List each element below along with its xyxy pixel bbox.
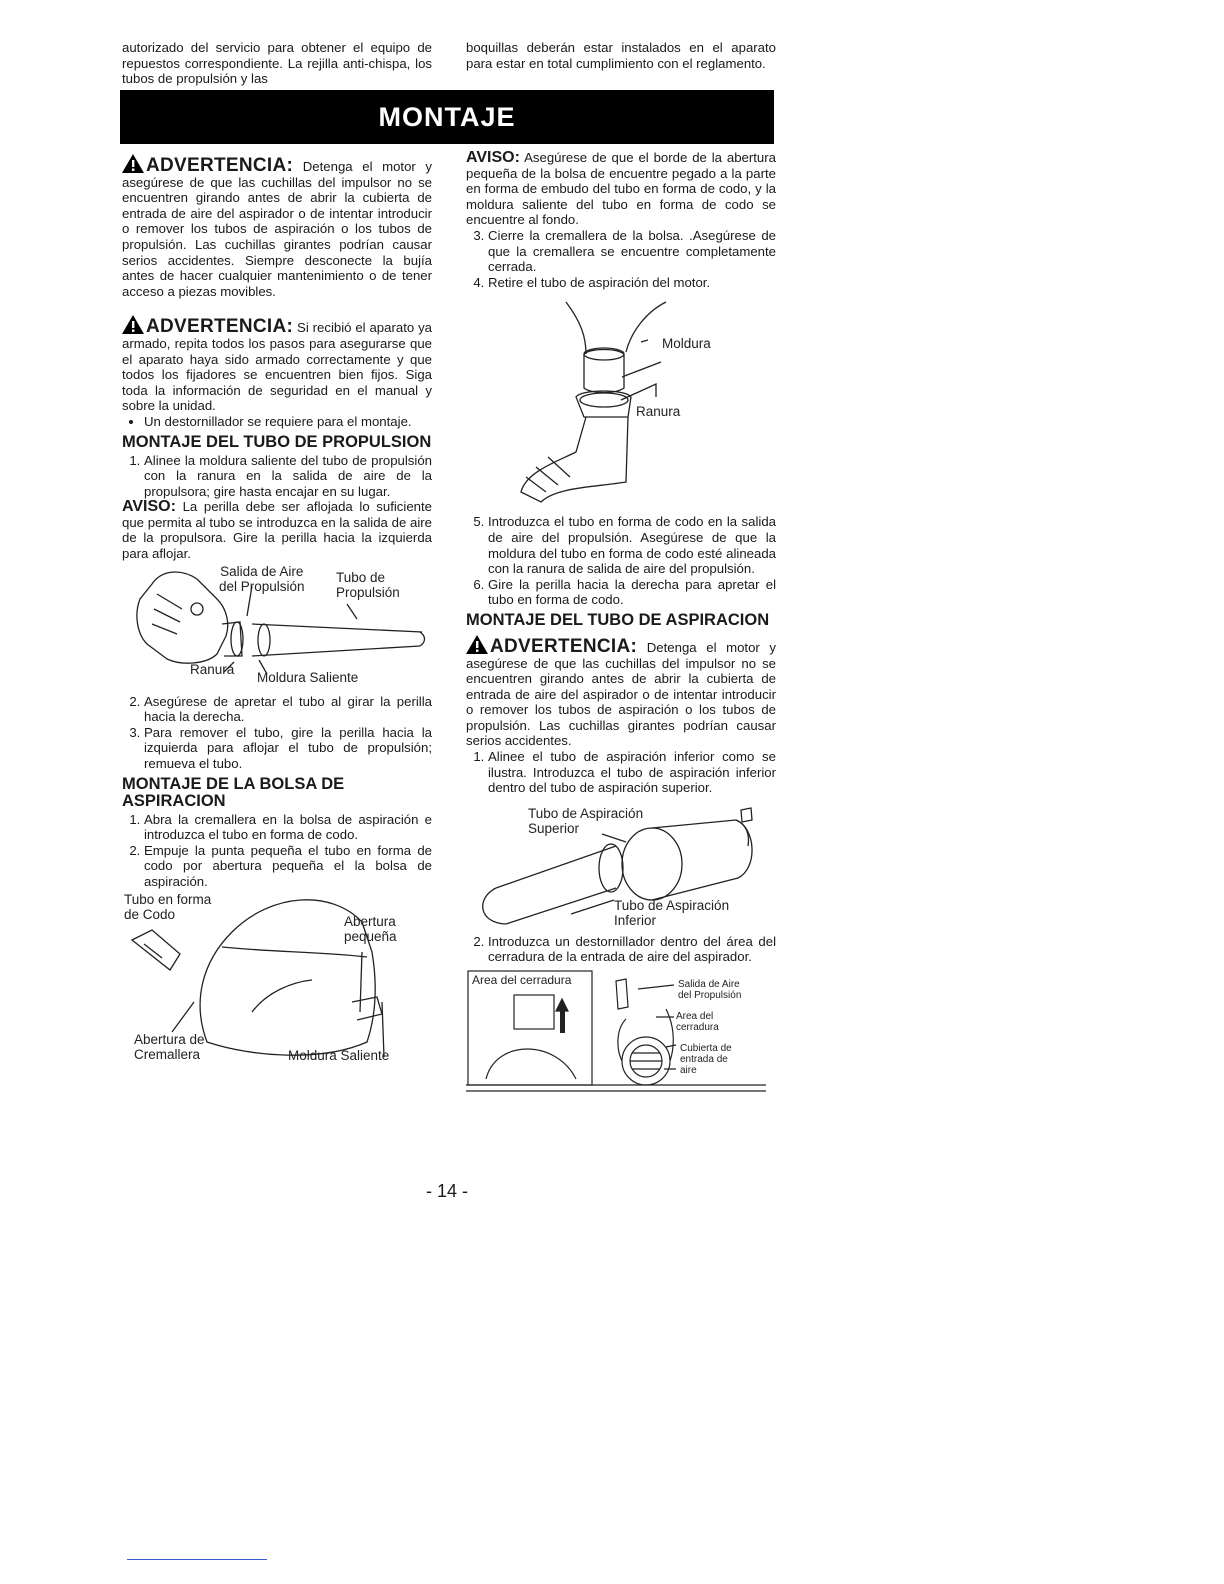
bolsa-steps (122, 812, 432, 890)
page-number: - 14 - (425, 1181, 468, 1201)
figure-elbow (466, 292, 776, 512)
heading-bolsa: MONTAJE DE LA BOLSA DE ASPIRACION (122, 774, 345, 810)
warning-3-body: Detenga el motor y asegúrese de que las cuchillas del impulsor no se encuentren girando antes de abrir la cubierta de entrada de aire del aspirador o de intentar introducir o remover los tubos de aspiración o los tubos de propulsión. Las cuchillas girantes podrían causar serios accidentes. (466, 639, 776, 749)
warning-2 (122, 315, 432, 414)
aviso-1 (122, 499, 432, 561)
warning-1-heading: ADVERTENCIA: (146, 155, 294, 176)
left-column (122, 150, 432, 1074)
warning-triangle-icon (122, 315, 144, 334)
aviso-2 (466, 150, 776, 228)
figure-propulsion-tube (122, 564, 432, 686)
warning-1 (122, 154, 432, 299)
bolsa-step-5: 5. Introduzca el tubo en forma de codo en la salida de aire del propulsión. Asegúrese de que la moldura del tubo en forma de codo esté alineada con la ranura de salida de aire del propulsión. (488, 514, 776, 576)
banner-title: MONTAJE (378, 101, 516, 132)
heading-aspiracion: MONTAJE DEL TUBO DE ASPIRACION (466, 610, 770, 629)
figure-bag (122, 892, 432, 1072)
propulsion-step-3: 3. Para remover el tubo, gire la perilla hacia la izquierda para aflojar el tubo de propulsión; remueva el tubo. (144, 725, 432, 772)
warning-triangle-icon (122, 154, 144, 173)
warning-3 (466, 635, 776, 749)
warning-1-body: Detenga el motor y asegúrese de que las cuchillas del impulsor no se encuentren girando antes de abrir la cubierta de entrada de aire del aspirador o de intentar introducir o remover los tubos de aspiración o los tubos de propulsión. Las cuchillas girantes podrían causar serios accidentes. Siempre desconecte la bujía antes de hacer cualquier mantenimiento o de tener acceso a piezas movibles. (122, 159, 432, 299)
label-moldura: Moldura (662, 336, 711, 352)
warning-2-body: Si recibió el aparato ya armado, repita todos los pasos para asegurarse que el aparato haya sido armado correctamente y que todos los fijadores se encuentren bien fijos. Siga toda la información de seguridad en el manual y sobre la unidad. (122, 320, 432, 414)
aviso-1-body: La perilla debe ser aflojada lo suficiente que permita al tubo se introduzca en la salida de aire de la propulsora. Gire la perilla hacia la izquierda para aflojar. (122, 499, 432, 562)
bolsa-steps-cont2 (466, 514, 776, 608)
label-abertura-cremallera: Abertura de Cremallera (134, 1031, 205, 1062)
aviso-2-label: AVISO: (466, 149, 520, 166)
bolsa-step-3: 3. Cierre la cremallera de la bolsa. .Asegúrese de que la cremallera se encuentre completamente cerrada. (488, 228, 776, 275)
bolsa-step-4: 4. Retire el tubo de aspiración del motor. (488, 275, 776, 291)
propulsion-step-1: 1. Alinee la moldura saliente del tubo de propulsión con la ranura en la salida de aire de la propulsora; gire hasta encajar en su lugar. (144, 453, 432, 500)
right-column (466, 150, 776, 1097)
bolsa-step-6: 6. Gire la perilla hacia la derecha para apretar el tubo en forma de codo. (488, 577, 776, 608)
aviso-1-label: AVISO: (122, 498, 176, 516)
bullet-list (122, 414, 432, 430)
label-tubo-superior: Tubo de Aspiración Superior (528, 805, 644, 836)
label-abertura-pequena: Abertura pequeña (344, 913, 397, 944)
label-ranura-elbow: Ranura (636, 404, 681, 420)
warning-3-heading: ADVERTENCIA: (490, 635, 638, 657)
label-salida-aire: Salida de Aire del Propulsión (219, 563, 305, 594)
figure-vacuum-tubes (466, 798, 776, 932)
aspiracion-step-1: 1. Alinee el tubo de aspiración inferior como se ilustra. Introduzca el tubo de aspiración inferior dentro del tubo de aspiración superior. (488, 749, 776, 796)
label-cubierta-entrada: Cubierta de entrada de aire (680, 1043, 732, 1077)
footer-line (127, 1559, 267, 1560)
propulsion-step-2: 2. Asegúrese de apretar el tubo al girar la perilla hacia la derecha. (144, 694, 432, 725)
warning-2-heading: ADVERTENCIA: (146, 316, 294, 338)
propulsion-steps-cont (122, 694, 432, 772)
label-moldura-saliente-bolsa: Moldura Saliente (288, 1047, 390, 1063)
bullet-item: • Un destornillador se requiere para el montaje. (144, 414, 432, 430)
label-ranura: Ranura (190, 661, 235, 677)
warning-triangle-icon (466, 635, 488, 654)
aspiracion-steps (466, 749, 776, 796)
bolsa-step-1: 1. Abra la cremallera en la bolsa de aspiración e introduzca el tubo en forma de codo. (144, 812, 432, 843)
label-area-cerradura-2: Area del cerradura (676, 1011, 719, 1034)
top-left-paragraph: autorizado del servicio para obtener el equipo de repuestos correspondiente. La rejilla anti-chispa, los tubos de propulsión y las (122, 40, 432, 87)
aviso-2-body: Asegúrese de que el borde de la abertura pequeña de la bolsa de encuentre pegado a la parte en forma de embudo del tubo en forma de codo, y la moldura saliente del tubo en forma de codo se encuentre al fondo. (466, 150, 776, 228)
label-salida-aire-propulsion: Salida de Aire del Propulsión (678, 979, 742, 1002)
label-area-cerradura: Area del cerradura (472, 973, 572, 988)
label-tubo-codo: Tubo en forma de Codo (124, 891, 212, 922)
heading-propulsion: MONTAJE DEL TUBO DE PROPULSION (122, 432, 432, 451)
propulsion-steps (122, 453, 432, 500)
figure-latch-area (466, 969, 776, 1095)
label-tubo-propulsion: Tubo de Propulsión (336, 569, 400, 600)
label-tubo-inferior: Tubo de Aspiración Inferior (614, 897, 730, 928)
top-right-paragraph: boquillas deberán estar instalados en el aparato para estar en total cumplimiento con el reglamento. (466, 40, 776, 71)
label-moldura-saliente: Moldura Saliente (257, 669, 359, 685)
section-banner (120, 90, 774, 144)
bolsa-steps-cont (466, 228, 776, 290)
aspiracion-step-2: 2. Introduzca un destornillador dentro del área del cerradura de la entrada de aire del aspirador. (488, 934, 776, 965)
aspiracion-steps-cont (466, 934, 776, 965)
elbow-drawing (466, 292, 776, 512)
bolsa-step-2: 2. Empuje la punta pequeña el tubo en forma de codo por abertura pequeña el la bolsa de aspiración. (144, 843, 432, 890)
